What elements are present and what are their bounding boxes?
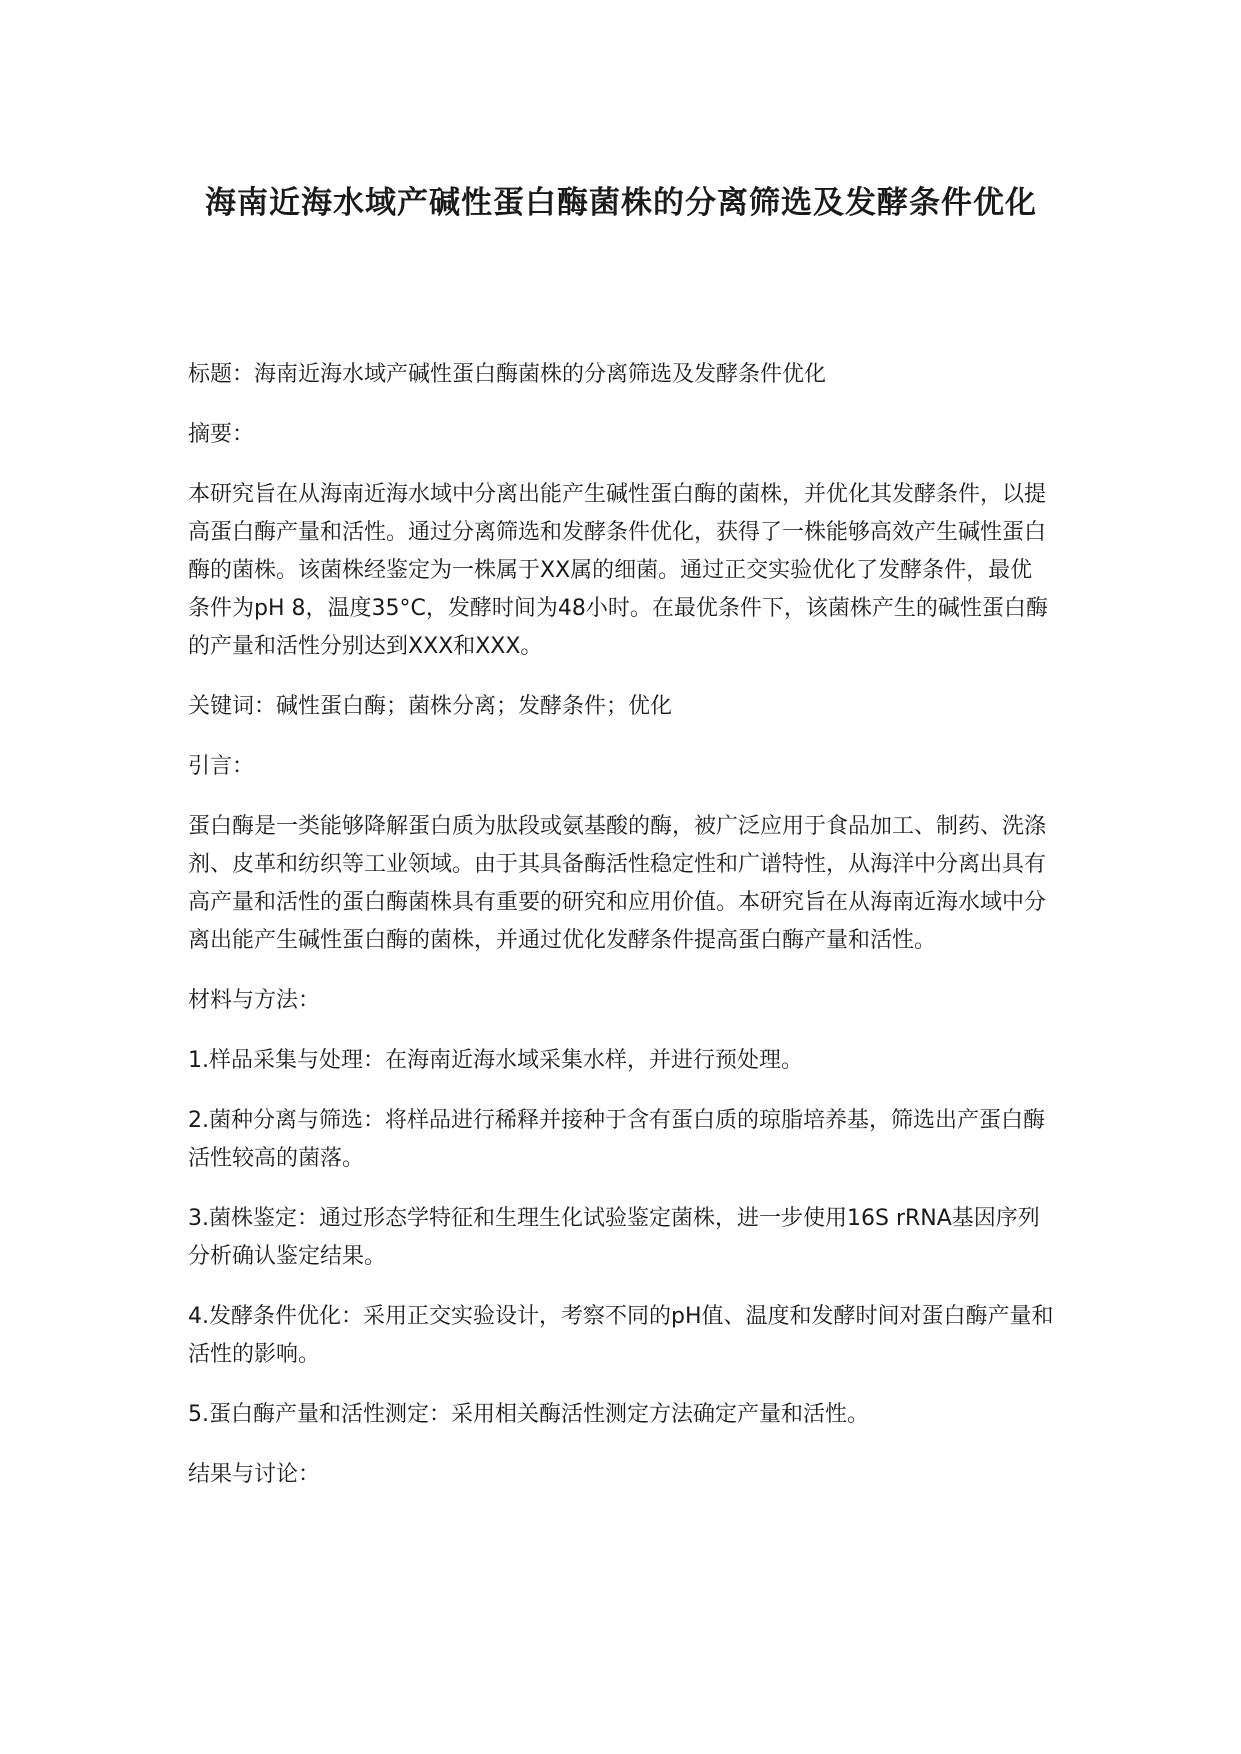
method-item-1: 1.样品采集与处理：在海南近海水域采集水样，并进行预处理。 xyxy=(188,1048,803,1073)
paragraph-introduction: 蛋白酶是一类能够降解蛋白质为肽段或氨基酸的酶，被广泛应用于食品加工、制药、洗涤剂、皮革和纺织等工业领域。由于其具备酶活性稳定性和广谱特性，从海洋中分离出具有高产量和活性的蛋白酶菌株具有重要的研究和应用价值。本研究旨在从海南近海水域中分离出能产生碱性蛋白酶的菌株，并通过优化发酵条件提高蛋白酶产量和活性。 xyxy=(188,814,1047,953)
paragraph-title-line: 标题：海南近海水域产碱性蛋白酶菌株的分离筛选及发酵条件优化 xyxy=(188,362,827,387)
paragraph-abstract: 本研究旨在从海南近海水域中分离出能产生碱性蛋白酶的菌株，并优化其发酵条件，以提高蛋白酶产量和活性。通过分离筛选和发酵条件优化，获得了一株能够高效产生碱性蛋白酶的菌株。该菌株经鉴定为一株属于XX属的细菌。通过正交实验优化了发酵条件，最优条件为pH 8，温度35°C，发酵时间为48小时。在最优条件下，该菌株产生的碱性蛋白酶的产量和活性分别达到XXX和XXX。 xyxy=(188,482,1048,659)
document-body xyxy=(188,356,1054,1516)
document-title: 海南近海水域产碱性蛋白酶菌株的分离筛选及发酵条件优化 xyxy=(205,185,1037,221)
heading-introduction: 引言： xyxy=(188,754,255,779)
heading-methods: 材料与方法： xyxy=(188,988,321,1013)
method-item-4: 4.发酵条件优化：采用正交实验设计，考察不同的pH值、温度和发酵时间对蛋白酶产量和活性的影响。 xyxy=(188,1304,1054,1367)
paragraph-keywords: 关键词：碱性蛋白酶；菌株分离；发酵条件；优化 xyxy=(188,694,673,719)
heading-results: 结果与讨论： xyxy=(188,1462,321,1487)
method-item-5: 5.蛋白酶产量和活性测定：采用相关酶活性测定方法确定产量和活性。 xyxy=(188,1402,869,1427)
method-item-3: 3.菌株鉴定：通过形态学特征和生理生化试验鉴定菌株，进一步使用16S rRNA基因序列分析确认鉴定结果。 xyxy=(188,1206,1040,1269)
heading-abstract: 摘要： xyxy=(188,422,255,447)
method-item-2: 2.菌种分离与筛选：将样品进行稀释并接种于含有蛋白质的琼脂培养基，筛选出产蛋白酶活性较高的菌落。 xyxy=(188,1108,1045,1171)
